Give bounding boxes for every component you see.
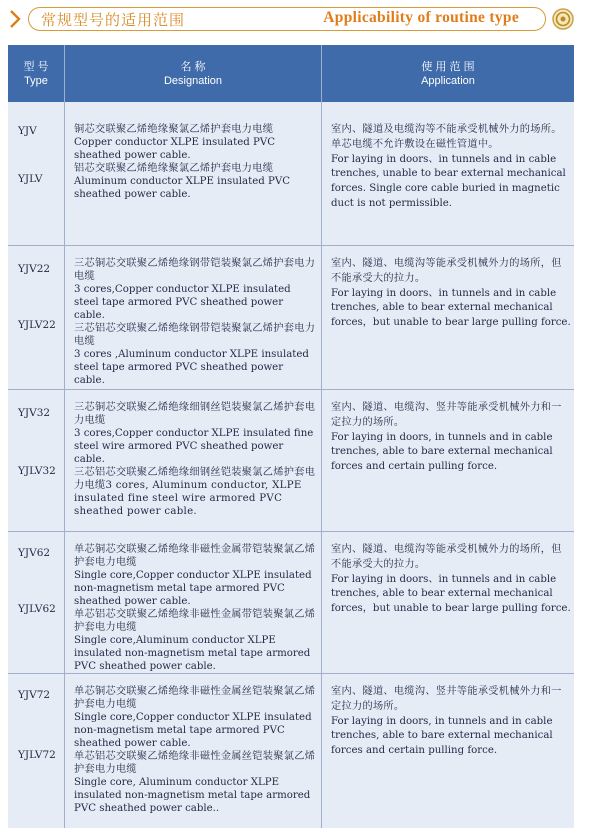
type-code: YJV xyxy=(18,125,37,137)
application-cell xyxy=(331,123,571,212)
designation-en: Aluminum conductor XLPE insulated PVC sheathed power cable. xyxy=(74,176,291,200)
designation-cn: 单芯铝芯交联聚乙烯绝缘非磁性金属丝铠装聚氯乙烯护套电力电缆 xyxy=(74,751,316,775)
application-cn: 室内、隧道、电缆沟、竖井等能承受机械外力和一定拉力的场所。 xyxy=(331,686,562,712)
designation-en: 3 cores ,Aluminum conductor XLPE insulated steel tape armored PVC sheathed power cable. xyxy=(74,349,309,386)
application-en: For laying in doors、in tunnels and in cable trenches, unable to bear external mechanical forces. Single core cable buried in magnetic duct is not permissible. xyxy=(331,153,566,209)
column-header-application-en: Application xyxy=(421,74,475,87)
column-header-type-en: Type xyxy=(24,74,48,87)
designation-en: 3 cores,Copper conductor XLPE insulated fine steel wire armored PVC sheathed power cable. xyxy=(74,428,314,465)
type-code: YJLV22 xyxy=(18,319,56,331)
application-en: For laying in doors, in tunnels and in cable trenches, able to bare external mechanical forces and certain pulling force. xyxy=(331,431,553,473)
title-english: Applicability of routine type xyxy=(323,9,519,26)
column-header-designation-cn: 名 称 xyxy=(180,60,206,73)
application-cell xyxy=(331,257,571,331)
type-code: YJV22 xyxy=(18,263,51,275)
type-code: YJLV xyxy=(18,173,43,185)
application-en: For laying in doors、in tunnels and in cable trenches, able to bear external mechanical forces，but unable to bear large pulling force. xyxy=(331,573,571,615)
designation-en: 3 cores,Copper conductor XLPE insulated steel tape armored PVC sheathed power cable. xyxy=(74,284,291,321)
column-header-type-cn: 型 号 xyxy=(23,60,49,73)
row-divider xyxy=(8,389,574,390)
column-header-application-cn: 使 用 范 围 xyxy=(421,60,475,73)
designation-cn: 三芯铜芯交联聚乙烯绝缘细钢丝铠装聚氯乙烯护套电力电缆 xyxy=(74,402,316,426)
designation-en: Single core,Copper conductor XLPE insulated non-magnetism metal tape armored PVC sheathed power cable. xyxy=(74,712,312,749)
applicability-table xyxy=(8,45,574,828)
type-code: YJLV32 xyxy=(18,465,56,477)
application-cn: 单芯电缆不允许敷设在磁性管道中。 xyxy=(331,138,499,150)
application-cn: 室内、隧道、电缆沟等能承受机械外力的场所，但不能承受大的拉力。 xyxy=(331,258,562,284)
title-chinese: 常规型号的适用范围 xyxy=(41,11,186,29)
designation-en: Single core,Copper conductor XLPE insulated non-magnetism metal tape armored PVC sheathed power cable. xyxy=(74,570,312,607)
title-banner xyxy=(28,7,546,31)
designation-cn: 三芯铝芯交联聚乙烯绝缘钢带铠装聚氯乙烯护套电力电缆 xyxy=(74,323,316,347)
designation-cell xyxy=(74,543,316,673)
application-cn: 室内、隧道、电缆沟、竖井等能承受机械外力和一定拉力的场所。 xyxy=(331,402,562,428)
row-divider xyxy=(8,673,574,674)
company-logo-icon xyxy=(552,8,574,30)
chevron-right-icon xyxy=(8,9,22,29)
application-cn: 室内、隧道、电缆沟等能承受机械外力的场所，但不能承受大的拉力。 xyxy=(331,544,562,570)
designation-cell xyxy=(74,685,316,815)
column-header-designation-en: Designation xyxy=(163,74,223,87)
row-divider xyxy=(8,531,574,532)
type-code: YJV62 xyxy=(18,547,51,559)
application-cell xyxy=(331,685,571,759)
designation-cell xyxy=(74,123,316,201)
column-header-application xyxy=(322,45,574,102)
type-code: YJLV72 xyxy=(18,749,56,761)
designation-cn: 单芯铝芯交联聚乙烯绝缘非磁性金属带铠装聚氯乙烯护套电力电缆 xyxy=(74,609,316,633)
page-header xyxy=(0,0,590,38)
column-divider xyxy=(64,45,65,828)
column-header-type xyxy=(8,45,64,102)
application-cell xyxy=(331,401,571,475)
designation-cn: 铝芯交联聚乙烯绝缘聚氯乙烯护套电力电缆 xyxy=(74,163,274,174)
application-en: For laying in doors、in tunnels and in cable trenches, able to bear external mechanical forces，but unable to bear large pulling force. xyxy=(331,287,571,329)
designation-cell xyxy=(74,257,316,387)
designation-cn: 单芯铜芯交联聚乙烯绝缘非磁性金属丝铠装聚氯乙烯护套电力电缆 xyxy=(74,686,316,710)
type-code: YJV32 xyxy=(18,407,51,419)
column-divider xyxy=(321,45,322,828)
designation-cn: 单芯铜芯交联聚乙烯绝缘非磁性金属带铠装聚氯乙烯护套电力电缆 xyxy=(74,544,316,568)
application-cell xyxy=(331,543,571,617)
designation-en: Single core, Aluminum conductor XLPE insulated non-magnetism metal tape armored PVC sheathed power cable.. xyxy=(74,777,311,814)
designation-cn: 三芯铝芯交联聚乙烯绝缘细钢丝铠装聚氯乙烯护套电力电缆3 cores, Aluminum conductor, XLPE insulated fine steel wire armored PVC sheathed power cable. xyxy=(74,467,316,517)
row-divider xyxy=(8,245,574,246)
application-en: For laying in doors, in tunnels and in cable trenches, able to bare external mechanical forces and certain pulling force. xyxy=(331,715,553,757)
type-code: YJLV62 xyxy=(18,603,56,615)
table-header-row xyxy=(8,45,574,102)
designation-cn: 铜芯交联聚乙烯绝缘聚氯乙烯护套电力电缆 xyxy=(74,124,274,135)
application-cn: 室内、隧道及电缆沟等不能承受机械外力的场所。 xyxy=(331,124,562,135)
designation-en: Single core,Aluminum conductor XLPE insulated non-magnetism metal tape armored PVC sheathed power cable. xyxy=(74,635,311,672)
designation-cell xyxy=(74,401,316,518)
designation-cn: 三芯铜芯交联聚乙烯绝缘钢带铠装聚氯乙烯护套电力电缆 xyxy=(74,258,316,282)
type-code: YJV72 xyxy=(18,689,51,701)
designation-en: Copper conductor XLPE insulated PVC sheathed power cable. xyxy=(74,137,276,161)
column-header-designation xyxy=(65,45,321,102)
